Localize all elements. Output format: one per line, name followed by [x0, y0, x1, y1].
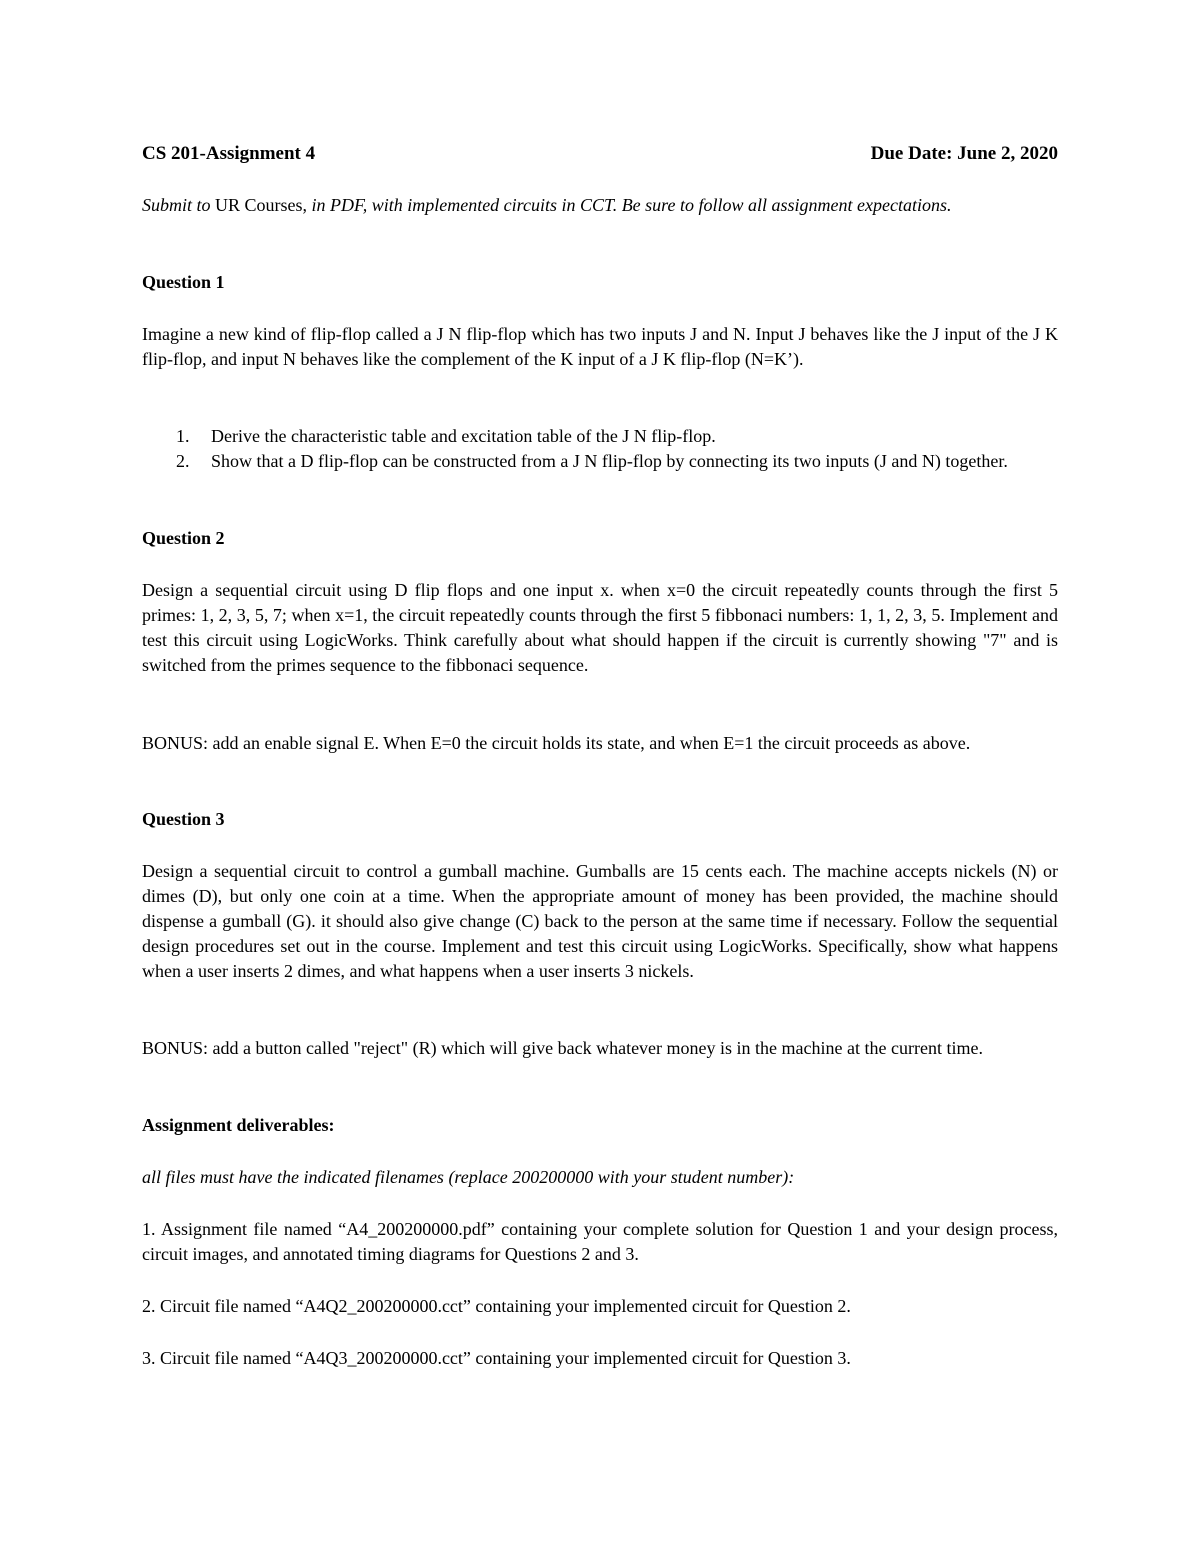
- question-2-bonus: BONUS: add an enable signal E. When E=0 the circuit holds its state, and when E=1 the circuit proceeds as above.: [142, 733, 971, 753]
- list-number: 2.: [176, 451, 190, 471]
- document-header: [142, 141, 1058, 166]
- submission-instructions: [142, 193, 1058, 218]
- question-3-heading: Question 3: [142, 809, 225, 829]
- question-1-heading: Question 1: [142, 272, 225, 292]
- list-item: [176, 449, 1058, 474]
- ur-courses-text: UR Courses,: [215, 195, 308, 215]
- list-text: Show that a D flip-flop can be constructed from a J N flip-flop by connecting its two inputs (J and N) together.: [211, 451, 1008, 471]
- submit-format-text: in PDF, with implemented circuits in CCT. Be sure to follow all assignment expectations.: [311, 195, 952, 215]
- list-item: [176, 424, 1058, 449]
- due-date: Due Date: June 2, 2020: [870, 143, 1058, 164]
- question-1-tasks: [176, 424, 1058, 474]
- question-2-body: Design a sequential circuit using D flip flops and one input x. when x=0 the circuit repeatedly counts through the first 5 primes: 1, 2, 3, 5, 7; when x=1, the circuit repeatedly counts through the first 5 fibbonaci numbers: 1, 1, 2, 3, 5. Implement and test this circuit using LogicWorks. Think carefully about what should happen if the circuit is currently showing "7" and is switched from the primes sequence to the fibbonaci sequence.: [142, 580, 1058, 675]
- list-text: Derive the characteristic table and excitation table of the J N flip-flop.: [211, 426, 716, 446]
- deliverables-heading: Assignment deliverables:: [142, 1115, 335, 1135]
- assignment-title: CS 201-Assignment 4: [142, 143, 316, 164]
- deliverable-item: 1. Assignment file named “A4_200200000.pdf” containing your complete solution for Question 1 and your design process, circuit images, and annotated timing diagrams for Questions 2 and 3.: [142, 1219, 1058, 1264]
- deliverables-note: all files must have the indicated filenames (replace 200200000 with your student number):: [142, 1167, 795, 1187]
- list-number: 1.: [176, 426, 190, 446]
- deliverable-item: 3. Circuit file named “A4Q3_200200000.cct” containing your implemented circuit for Question 3.: [142, 1348, 851, 1368]
- question-1-body: Imagine a new kind of flip-flop called a J N flip-flop which has two inputs J and N. Input J behaves like the J input of the J K flip-flop, and input N behaves like the complement of the K input of a J K flip-flop (N=K’).: [142, 324, 1058, 369]
- question-2-heading: Question 2: [142, 528, 225, 548]
- submit-text: Submit to: [142, 195, 211, 215]
- deliverable-item: 2. Circuit file named “A4Q2_200200000.cct” containing your implemented circuit for Question 2.: [142, 1296, 851, 1316]
- question-3-body: Design a sequential circuit to control a gumball machine. Gumballs are 15 cents each. The machine accepts nickels (N) or dimes (D), but only one coin at a time. When the appropriate amount of money has been provided, the machine should dispense a gumball (G). it should also give change (C) back to the person at the same time if necessary. Follow the sequential design procedures set out in the course. Implement and test this circuit using LogicWorks. Specifically, show what happens when a user inserts 2 dimes, and what happens when a user inserts 3 nickels.: [142, 861, 1058, 981]
- question-3-bonus: BONUS: add a button called "reject" (R) which will give back whatever money is in the machine at the current time.: [142, 1038, 983, 1058]
